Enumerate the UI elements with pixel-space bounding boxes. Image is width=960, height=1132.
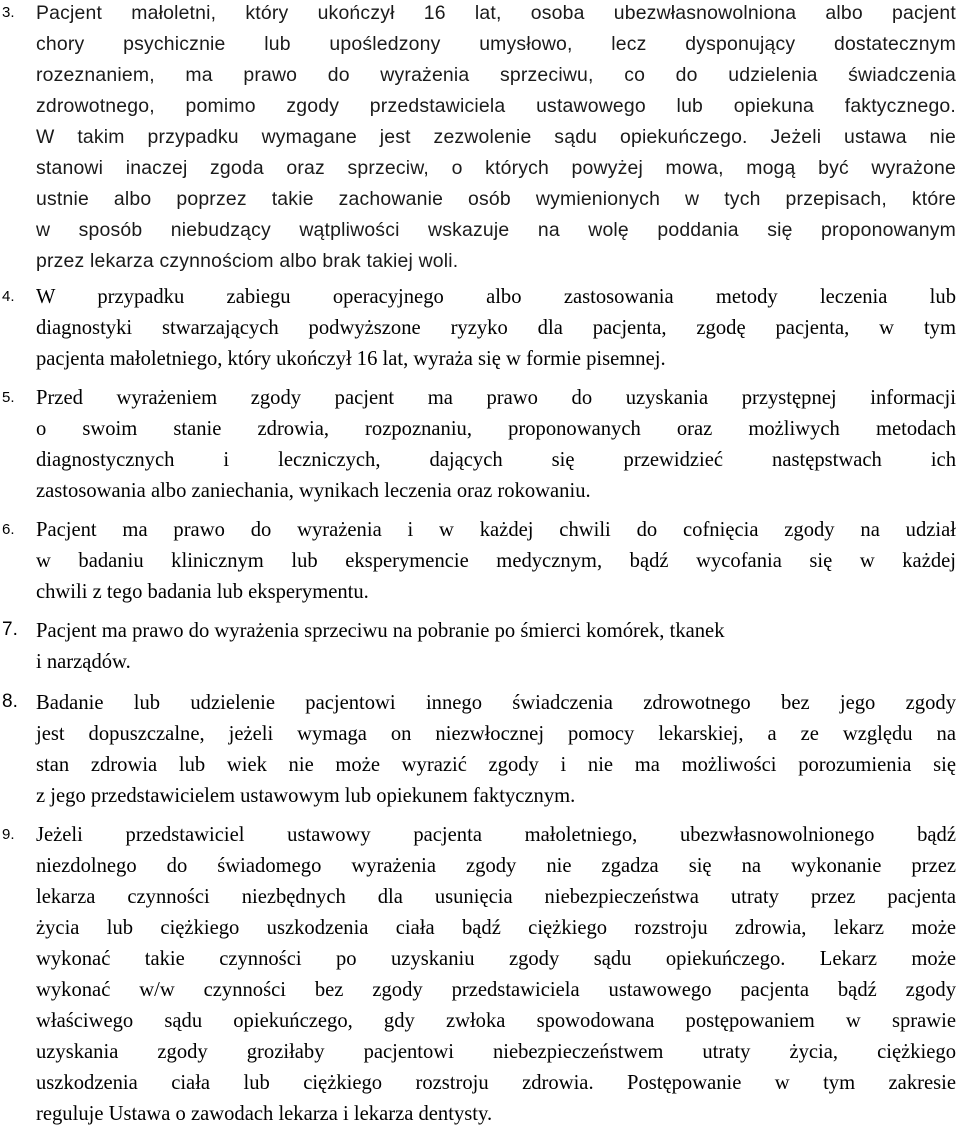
paragraph-line: chory psychicznie lub upośledzony umysłowo, lecz dysponujący dostatecznym — [36, 33, 956, 55]
paragraph-line: Badanie lub udzielenie pacjentowi innego świadczenia zdrowotnego bez jego zgody — [36, 692, 956, 714]
paragraph-line: niezdolnego do świadomego wyrażenia zgody nie zgadza się na wykonanie przez — [36, 855, 956, 877]
paragraph-line: z jego przedstawicielem ustawowym lub opiekunem faktycznym. — [36, 785, 576, 807]
list-item-number: 7. — [2, 619, 18, 640]
list-item-number: 8. — [2, 691, 18, 712]
paragraph-line: w badaniu klinicznym lub eksperymencie medycznym, bądź wycofania się w każdej — [36, 550, 956, 572]
paragraph-line: diagnostycznych i leczniczych, dających się przewidzieć następstwach ich — [36, 449, 956, 471]
paragraph-line: stanowi inaczej zgoda oraz sprzeciw, o których powyżej mowa, mogą być wyrażone — [36, 157, 956, 179]
list-item-number: 4. — [2, 288, 15, 305]
paragraph-line: w sposób niebudzący wątpliwości wskazuje na wolę poddania się proponowanym — [36, 219, 956, 241]
paragraph-line: ustnie albo poprzez takie zachowanie osób wymienionych w tych przepisach, które — [36, 188, 956, 210]
paragraph-line: uzyskania zgody groziłaby pacjentowi niebezpieczeństwem utraty życia, ciężkiego — [36, 1041, 956, 1063]
paragraph-line: reguluje Ustawa o zawodach lekarza i lekarza dentysty. — [36, 1103, 493, 1125]
paragraph-line: zdrowotnego, pomimo zgody przedstawiciela ustawowego lub opiekuna faktycznego. — [36, 95, 956, 117]
paragraph-line: i narządów. — [36, 651, 131, 673]
paragraph-line: Pacjent ma prawo do wyrażenia i w każdej chwili do cofnięcia zgody na udział — [36, 519, 956, 541]
paragraph-line: wykonać takie czynności po uzyskaniu zgody sądu opiekuńczego. Lekarz może — [36, 948, 956, 970]
paragraph-line: W przypadku zabiegu operacyjnego albo zastosowania metody leczenia lub — [36, 286, 956, 308]
paragraph-line: chwili z tego badania lub eksperymentu. — [36, 581, 369, 603]
paragraph-line: zastosowania albo zaniechania, wynikach leczenia oraz rokowaniu. — [36, 480, 591, 502]
paragraph-line: życia lub ciężkiego uszkodzenia ciała bądź ciężkiego rozstroju zdrowia, lekarz może — [36, 917, 956, 939]
paragraph-line: Pacjent ma prawo do wyrażenia sprzeciwu na pobranie po śmierci komórek, tkanek — [36, 620, 725, 642]
paragraph-line: rozeznaniem, ma prawo do wyrażenia sprzeciwu, co do udzielenia świadczenia — [36, 64, 956, 86]
paragraph-line: Jeżeli przedstawiciel ustawowy pacjenta małoletniego, ubezwłasnowolnionego bądź — [36, 824, 956, 846]
paragraph-line: Pacjent małoletni, który ukończył 16 lat, osoba ubezwłasnowolniona albo pacjent — [36, 2, 956, 24]
paragraph-line: wykonać w/w czynności bez zgody przedstawiciela ustawowego pacjenta bądź zgody — [36, 979, 956, 1001]
paragraph-line: W takim przypadku wymagane jest zezwolenie sądu opiekuńczego. Jeżeli ustawa nie — [36, 126, 956, 148]
paragraph-line: jest dopuszczalne, jeżeli wymaga on niezwłocznej pomocy lekarskiej, a ze względu na — [36, 723, 956, 745]
paragraph-line: o swoim stanie zdrowia, rozpoznaniu, proponowanych oraz możliwych metodach — [36, 418, 956, 440]
list-item-number: 5. — [2, 389, 15, 406]
paragraph-line: diagnostyki stwarzających podwyższone ryzyko dla pacjenta, zgodę pacjenta, w tym — [36, 317, 956, 339]
paragraph-line: przez lekarza czynnościom albo brak takiej woli. — [36, 250, 459, 272]
paragraph-line: Przed wyrażeniem zgody pacjent ma prawo do uzyskania przystępnej informacji — [36, 387, 956, 409]
paragraph-line: pacjenta małoletniego, który ukończył 16 lat, wyraża się w formie pisemnej. — [36, 348, 666, 370]
paragraph-line: stan zdrowia lub wiek nie może wyrazić zgody i nie ma możliwości porozumienia się — [36, 754, 956, 776]
paragraph-line: uszkodzenia ciała lub ciężkiego rozstroju zdrowia. Postępowanie w tym zakresie — [36, 1072, 956, 1094]
paragraph-line: właściwego sądu opiekuńczego, gdy zwłoka spowodowana postępowaniem w sprawie — [36, 1010, 956, 1032]
paragraph-line: lekarza czynności niezbędnych dla usunięcia niebezpieczeństwa utraty przez pacjenta — [36, 886, 956, 908]
list-item-number: 6. — [2, 521, 15, 538]
list-item-number: 9. — [2, 826, 15, 843]
list-item-number: 3. — [2, 4, 15, 21]
